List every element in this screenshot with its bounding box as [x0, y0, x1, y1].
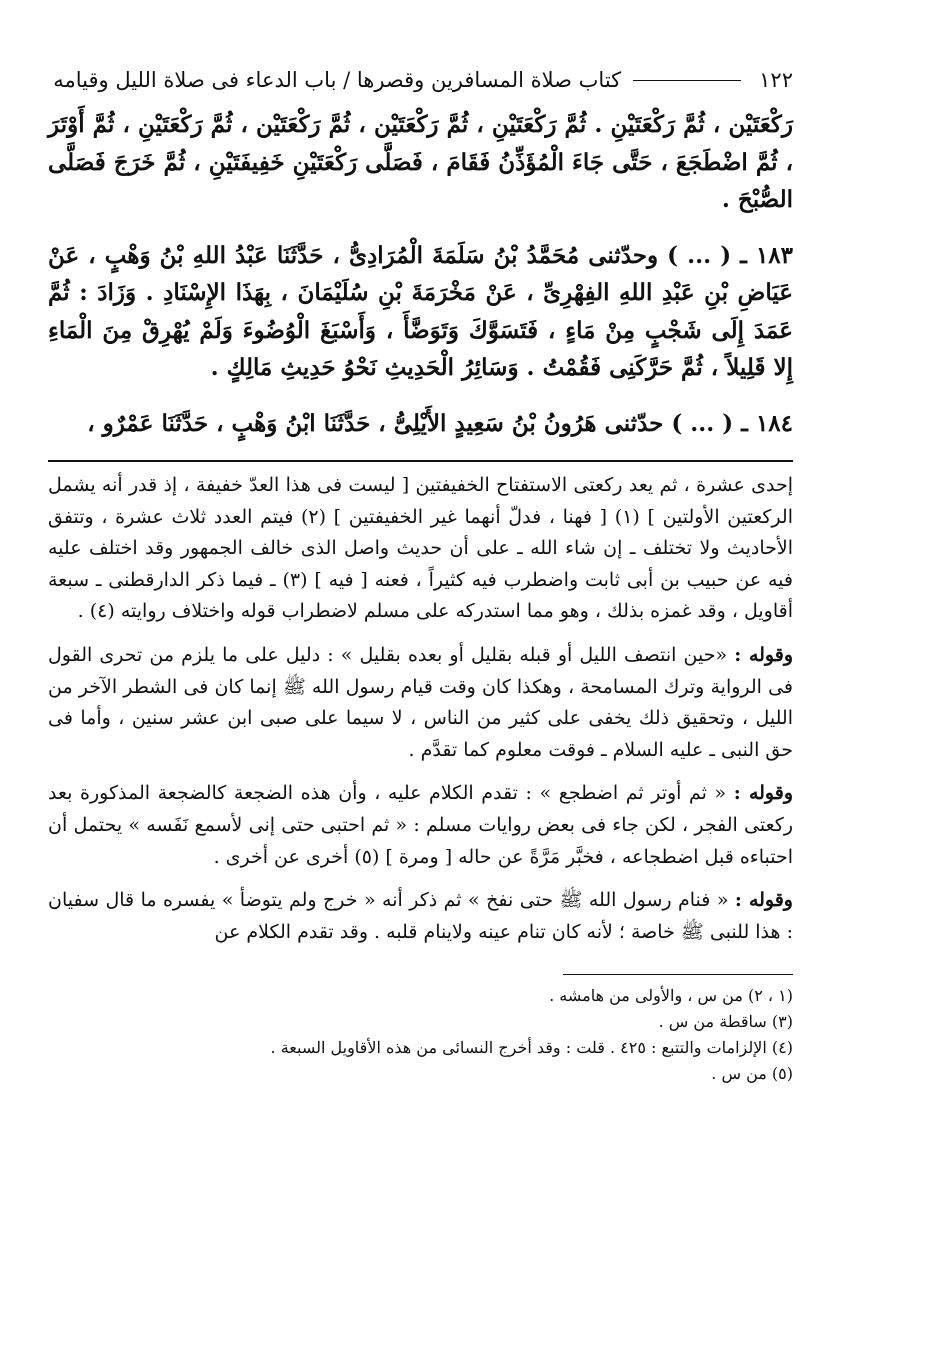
hadith-paragraph: ١٨٣ ـ ( ... ) وحدّثنى مُحَمَّدُ بْنُ سَلَمَةَ الْمُرَادِىُّ ، حَدَّثَنَا عَبْدُ اللهِ بْنُ وَهْبٍ ، عَنْ عَيَاضِ بْنِ عَبْدِ اللهِ الفِهْرِىِّ ، عَنْ مَخْرَمَةَ بْنِ سُلَيْمَانَ ، بِهَذَا الإِسْنَادِ . وَزَادَ : ثُمَّ عَمَدَ إِلَى شَجْبٍ مِنْ مَاءٍ ، فَتَسَوَّكَ وَتَوَضَّأَ ، وَأَسْبَغَ الْوُضُوءَ وَلَمْ يُهْرِقْ مِنَ الْمَاءِ إِلا قَلِيلاً ، ثُمَّ حَرَّكَنِى فَقُمْتُ . وَسَائِرُ الْحَدِيثِ نَحْوُ حَدِيثِ مَالِكٍ . [48, 241, 793, 381]
commentary-lead: وقوله : [734, 889, 793, 912]
commentary-text: «حين انتصف الليل أو قبله بقليل أو بعده بقليل » : دليل على ما يلزم من تحرى القول فى الرواية وترك المسامحة ، وهكذا كان وقت قيام رسول الله ﷺ إنما كان فى الشطر الآخر من الليل ، وتحقيق ذلك يخفى على كثير من الناس ، لا سيما على صبى ابن عشر سنين ، وأما فى حق النبى ـ عليه السلام ـ فوقت معلوم كما تقدَّم . [48, 643, 793, 761]
footnote: (٤) الإلزامات والتتبع : ٤٢٥ . قلت : وقد أخرج النسائى من هذه الأقاويل السبعة . [270, 1038, 793, 1058]
hadith-paragraph: ١٨٤ ـ ( ... ) حدّثنى هَرُونُ بْنُ سَعِيدٍ الأَيْلِىُّ ، حَدَّثَنَا ابْنُ وَهْبٍ ، حَدَّثَنَا عَمْرٌو ، [87, 409, 793, 437]
footnote: (٥) من س . [711, 1064, 793, 1084]
commentary [48, 470, 793, 948]
footnote-rule [563, 974, 793, 975]
page-header [48, 60, 793, 100]
header-rule [633, 80, 741, 81]
commentary-lead: وقوله : [733, 782, 793, 805]
commentary-text: « فنام رسول الله ﷺ حتى نفخ » ثم ذكر أنه « خرج ولم يتوضأ » يفسره ما قال سفيان : هذا للنبى ﷺ خاصة ؛ لأنه كان تنام عينه ولاينام قلبه . وقد تقدم الكلام عن [48, 889, 793, 943]
section-divider [48, 460, 793, 462]
footnotes [48, 983, 793, 1087]
footnote: (٣) ساقطة من س . [658, 1012, 793, 1032]
commentary-paragraph [48, 640, 793, 766]
commentary-lead: وقوله : [734, 643, 794, 666]
hadith-text [48, 106, 793, 442]
commentary-paragraph [48, 778, 793, 873]
page-number: ١٢٢ [759, 68, 793, 92]
book-page [48, 60, 793, 1087]
commentary-text: « ثم أوتر ثم اضطجع » : تقدم الكلام عليه ، وأن هذه الضجعة كالضجعة المذكورة بعد ركعتى الفجر ، لكن جاء فى بعض روايات مسلم : « ثم احتبى حتى إنى لأسمع نَفَسه » يحتمل أن احتباءه قبل اضطجاعه ، فخبَّر مَرَّةً عن حاله [ ومرة ] (٥) أخرى عن أخرى . [48, 782, 793, 868]
hadith-paragraph: رَكْعَتَيْن ، ثُمَّ رَكْعَتَيْنِ . ثُمَّ رَكْعَتَيْنِ ، ثُمَّ رَكْعَتَيْن ، ثُمَّ رَكْعَتَيْن ، ثُمَّ رَكْعَتَيْنِ ، ثُمَّ أَوْتَرَ ، ثُمَّ اضْطَجَعَ ، حَتَّى جَاءَ الْمُؤَذِّنُ فَقَامَ ، فَصَلَّى رَكْعَتَيْنِ خَفِيفَتَيْنِ ، ثُمَّ خَرَجَ فَصَلَّى الصُّبْحَ . [48, 111, 793, 213]
commentary-paragraph [48, 885, 793, 948]
footnote: (١ ، ٢) من س ، والأولى من هامشه . [549, 986, 793, 1006]
commentary-paragraph [48, 470, 793, 628]
commentary-text: إحدى عشرة ، ثم يعد ركعتى الاستفتاح الخفيفتين [ ليست فى هذا العدّ خفيفة ، إذ قدر أنه يشمل الركعتين الأولتين ] (١) [ فهنا ، فدلّ أنهما غير الخفيفتين ] (٢) فيتم العدد ثلاث عشرة ، وتتفق الأحاديث ولا تختلف ـ إن شاء الله ـ على أن حديث واصل الذى خالف الجمهور وقد اختلف عليه فيه عن حبيب بن أبى ثابت واضطرب فيه كثيراً ، فعنه [ فيه ] (٣) ـ فيما ذكر الدارقطنى ـ سبعة أقاويل ، وقد غمزه بذلك ، وهو مما استدركه على مسلم لاضطراب قوله واختلاف روايته (٤) . [48, 474, 793, 623]
running-title: كتاب صلاة المسافرين وقصرها / باب الدعاء فى صلاة الليل وقيامه [53, 68, 622, 92]
